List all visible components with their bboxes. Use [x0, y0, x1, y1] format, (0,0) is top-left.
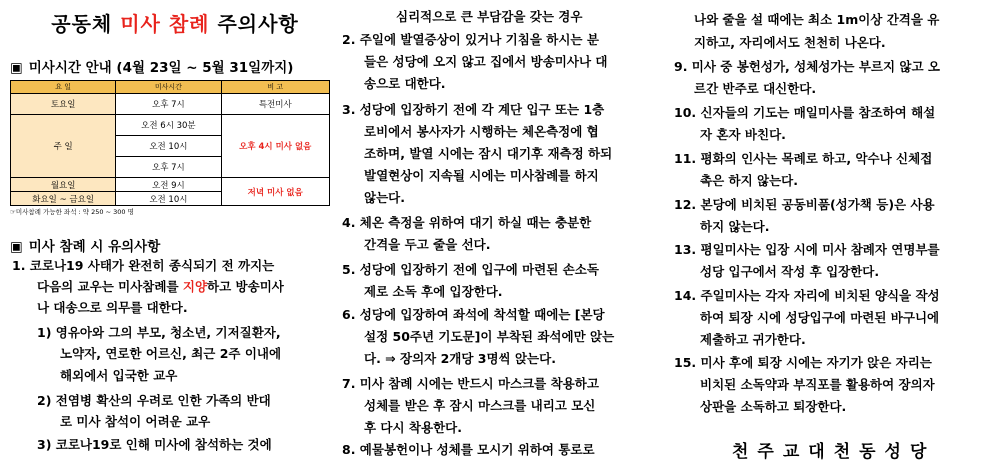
cell-day: 월요일 — [11, 178, 116, 192]
text-line: 들은 성당에 오지 않고 집에서 방송미사나 대 — [364, 54, 608, 69]
text-line: 설정 50주년 기도문]이 부착된 좌석에만 앉는 — [364, 329, 615, 344]
cell-day: 주 일 — [11, 115, 116, 178]
header-time: 미사시간 — [116, 81, 221, 94]
title-highlight: 미사 참례 — [120, 12, 210, 36]
item-1-line: 나 대송으로 의무를 대한다. — [37, 300, 188, 315]
title-part1: 공동체 — [51, 12, 113, 36]
text-line: 2. 주일에 발열증상이 있거나 기침을 하시는 분 — [342, 32, 599, 47]
text-line: 지하고, 자리에서도 천천히 나온다. — [694, 35, 886, 50]
subitem-3-line: 3) 코로나19로 인해 미사에 참석하는 것에 — [37, 437, 272, 452]
cell-note: 오후 4시 미사 없음 — [221, 115, 329, 178]
text-line: 11. 평화의 인사는 목례로 하고, 악수나 신체접 — [674, 151, 933, 166]
text-line: 간격을 두고 줄을 선다. — [364, 237, 491, 252]
text-line: 12. 본당에 비치된 공동비품(성가책 등)은 사용 — [674, 197, 935, 212]
cell-time: 오전 9시 — [116, 178, 221, 192]
text-line: 7. 미사 참례 시에는 반드시 마스크를 착용하고 — [342, 376, 599, 391]
page-title — [30, 8, 320, 37]
schedule-heading-text: 미사시간 안내 (4월 23일 ~ 5월 31일까지) — [28, 60, 294, 76]
text-line: 다. ⇒ 장의자 2개당 3명씩 앉는다. — [364, 351, 556, 366]
subitem-2-line: 로 미사 참석이 어려운 교우 — [60, 414, 211, 429]
cell-day: 토요일 — [11, 94, 116, 115]
text-line: 않는다. — [364, 190, 405, 205]
item-1-line: 1. 코로나19 사태가 완전히 종식되기 전 까지는 — [12, 258, 275, 273]
text-line: 로비에서 봉사자가 시행하는 체온측정에 협 — [364, 124, 599, 139]
text-line: 르간 반주로 대신한다. — [694, 81, 817, 96]
column-left — [0, 0, 334, 472]
table-header-row — [11, 81, 330, 94]
subitem-2-line: 2) 전염병 확산의 우려로 인한 가족의 반대 — [37, 393, 271, 408]
mass-schedule-table — [10, 80, 330, 206]
text-line: 나와 줄을 설 때에는 최소 1m이상 간격을 유 — [694, 12, 940, 27]
text-line: 성체를 받은 후 잠시 마스크를 내리고 모신 — [364, 398, 596, 413]
text-line: 제로 소독 후에 입장한다. — [364, 284, 503, 299]
cell-time: 오후 7시 — [116, 157, 221, 178]
caution-heading-text: 미사 참례 시 유의사항 — [28, 239, 161, 255]
cell-day: 화요일 ~ 금요일 — [11, 192, 116, 206]
caution-heading — [10, 235, 160, 255]
church-name: 천주교대천동성당 — [732, 442, 936, 462]
square-bullet-icon: ▣ — [10, 60, 23, 76]
text-line: 상판을 소독하고 퇴장한다. — [700, 399, 847, 414]
text-span: 하고 방송미사 — [207, 279, 284, 294]
avoid-highlight: 지양 — [182, 279, 208, 294]
cell-note: 저녁 미사 없음 — [221, 178, 329, 206]
text-line: 15. 미사 후에 퇴장 시에는 자기가 앉은 자리는 — [674, 355, 932, 370]
schedule-heading — [10, 56, 293, 76]
column-right — [672, 0, 1000, 472]
text-line: 송으로 대한다. — [364, 76, 446, 91]
text-line: 발열현상이 지속될 시에는 미사참례를 하지 — [364, 168, 599, 183]
table-row — [11, 115, 330, 136]
seating-note: ☞미사참례 가능한 좌석 : 약 250 ~ 300 명 — [10, 208, 134, 216]
text-line: 3. 성당에 입장하기 전에 각 계단 입구 또는 1층 — [342, 102, 605, 117]
cell-time: 오전 10시 — [116, 136, 221, 157]
cell-time: 오후 7시 — [116, 94, 221, 115]
square-bullet-icon: ▣ — [10, 239, 23, 255]
text-line: 제출하고 귀가한다. — [700, 332, 806, 347]
text-line: 9. 미사 중 봉헌성가, 성체성가는 부르지 않고 오 — [674, 59, 941, 74]
cell-note: 특전미사 — [221, 94, 329, 115]
text-line: 4. 체온 측정을 위하여 대기 하실 때는 충분한 — [342, 215, 592, 230]
text-line: 8. 예물봉헌이나 성체를 모시기 위하여 통로로 — [342, 442, 595, 457]
text-line: 6. 성당에 입장하여 좌석에 착석할 때에는 [본당 — [342, 307, 605, 322]
subitem-1-line: 해외에서 입국한 교우 — [60, 368, 178, 383]
cell-time: 오전 6시 30분 — [116, 115, 221, 136]
text-line: 14. 주일미사는 각자 자리에 비치된 양식을 작성 — [674, 288, 940, 303]
text-line: 후 다시 착용한다. — [364, 420, 462, 435]
text-line: 촉은 하지 않는다. — [700, 173, 798, 188]
column-middle — [338, 0, 668, 472]
header-note: 비 고 — [221, 81, 329, 94]
text-line: 하여 퇴장 시에 성당입구에 마련된 바구니에 — [700, 310, 940, 325]
text-line: 5. 성당에 입장하기 전에 입구에 마련된 손소독 — [342, 262, 599, 277]
text-line: 자 혼자 바친다. — [700, 127, 786, 142]
subitem-1-line: 노약자, 연로한 어르신, 최근 2주 이내에 — [60, 346, 282, 361]
text-line: 13. 평일미사는 입장 시에 미사 참례자 연명부를 — [674, 242, 940, 257]
text-line: 심리적으로 큰 부담감을 갖는 경우 — [396, 9, 583, 24]
cell-time: 오전 10시 — [116, 192, 221, 206]
header-day: 요 일 — [11, 81, 116, 94]
text-line: 성당 입구에서 작성 후 입장한다. — [700, 264, 880, 279]
subitem-1-line: 1) 영유아와 그의 부모, 청소년, 기저질환자, — [37, 325, 281, 340]
text-line: 하지 않는다. — [700, 219, 770, 234]
title-part2: 주의사항 — [217, 12, 299, 36]
table-row — [11, 178, 330, 192]
table-row — [11, 94, 330, 115]
text-line: 조하며, 발열 시에는 잠시 대기후 재측정 하되 — [364, 146, 613, 161]
text-line: 10. 신자들의 기도는 매일미사를 참조하여 해설 — [674, 105, 936, 120]
text-line: 비치된 소독약과 부직포를 활용하여 장의자 — [700, 377, 935, 392]
text-span: 다음의 교우는 미사참례를 — [37, 279, 183, 294]
item-1-line — [37, 279, 284, 295]
